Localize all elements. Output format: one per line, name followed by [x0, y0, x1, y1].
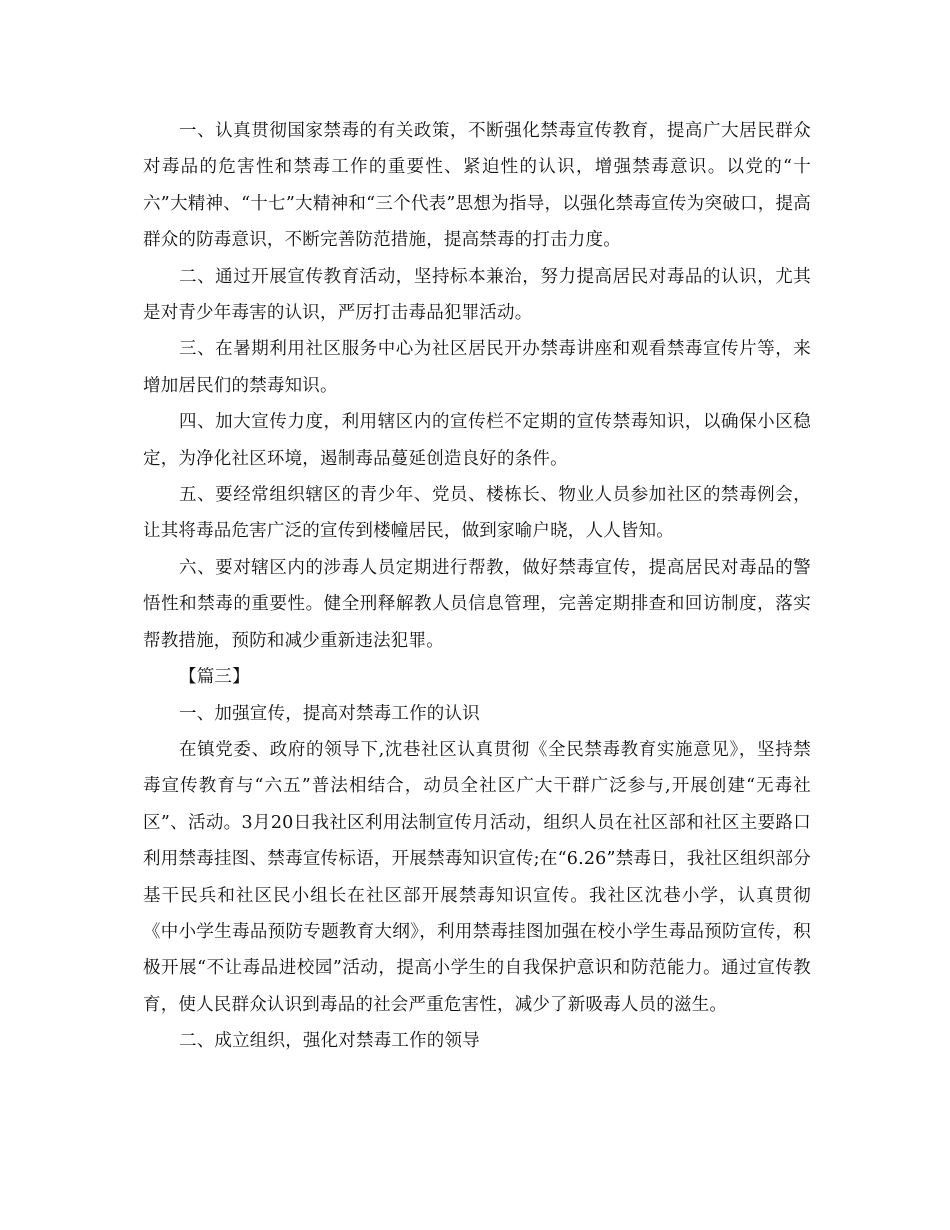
- document-body: [143, 113, 811, 1060]
- paragraph-5: 五、要经常组织辖区的青少年、党员、楼栋长、物业人员参加社区的禁毒例会，让其将毒品危害广泛的宣传到楼幢居民，做到家喻户晓，人人皆知。: [143, 485, 811, 542]
- section-heading-2: 二、成立组织，强化对禁毒工作的领导: [179, 1031, 480, 1052]
- paragraph-3: 三、在暑期利用社区服务中心为社区居民开办禁毒讲座和观看禁毒宣传片等，来增加居民们的禁毒知识。: [143, 339, 811, 396]
- paragraph-1: 一、认真贯彻国家禁毒的有关政策，不断强化禁毒宣传教育，提高广大居民群众对毒品的危害性和禁毒工作的重要性、紧迫性的认识，增强禁毒意识。以党的“十六”大精神、“十七”大精神和“三个代表”思想为指导，以强化禁毒宣传为突破口，提高群众的防毒意识，不断完善防范措施，提高禁毒的打击力度。: [143, 121, 811, 251]
- section-heading-1: 一、加强宣传，提高对禁毒工作的认识: [179, 703, 480, 724]
- section-title: 【篇三】: [179, 667, 250, 688]
- paragraph-2: 二、通过开展宣传教育活动，坚持标本兼治，努力提高居民对毒品的认识，尤其是对青少年毒害的认识，严厉打击毒品犯罪活动。: [143, 266, 811, 324]
- section-body-1: 在镇党委、政府的领导下,沈巷社区认真贯彻《全民禁毒教育实施意见》，坚持禁毒宣传教育与“六五”普法相结合，动员全社区广大干群广泛参与,开展创建“无毒社区”、活动。3月20日我社区利用法制宣传月活动，组织人员在社区部和社区主要路口利用禁毒挂图、禁毒宣传标语，开展禁毒知识宣传;在“6.26”禁毒日，我社区组织部分基干民兵和社区民小组长在社区部开展禁毒知识宣传。我社区沈巷小学，认真贯彻《中小学生毒品预防专题教育大纲》，利用禁毒挂图加强在校小学生毒品预防宣传，积极开展“不让毒品进校园”活动，提高小学生的自我保护意识和防范能力。通过宣传教育，使人民群众认识到毒品的社会严重危害性，减少了新吸毒人员的滋生。: [143, 739, 811, 1015]
- paragraph-6: 六、要对辖区内的涉毒人员定期进行帮教，做好禁毒宣传，提高居民对毒品的警悟性和禁毒的重要性。健全刑释解教人员信息管理，完善定期排查和回访制度，落实帮教措施，预防和减少重新违法犯罪。: [143, 557, 811, 651]
- paragraph-4: 四、加大宣传力度，利用辖区内的宣传栏不定期的宣传禁毒知识，以确保小区稳定，为净化社区环境，遏制毒品蔓延创造良好的条件。: [143, 412, 811, 469]
